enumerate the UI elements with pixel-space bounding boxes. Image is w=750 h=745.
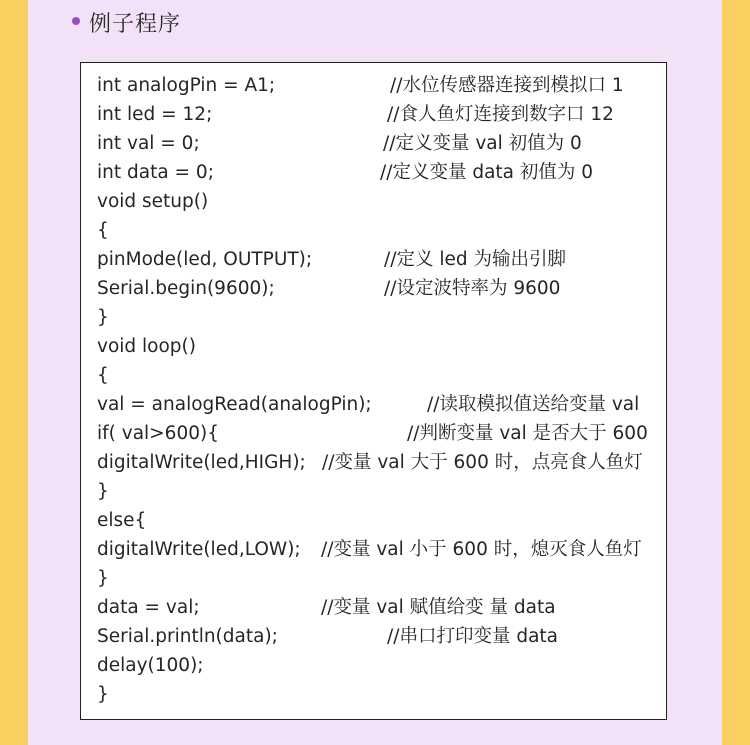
code-statement: }: [97, 307, 109, 328]
bullet-dot-icon: [72, 17, 80, 25]
code-comment: //判断变量 val 是否大于 600: [407, 423, 648, 444]
code-statement: }: [97, 684, 109, 705]
code-statement: int data = 0;: [97, 162, 214, 183]
code-statement: delay(100);: [97, 655, 204, 676]
code-comment: //变量 val 小于 600 时，熄灭食人鱼灯: [321, 539, 642, 560]
code-comment: //定义变量 val 初值为 0: [383, 133, 582, 154]
section-title: 例子程序: [89, 11, 182, 37]
section-heading: [72, 4, 181, 40]
code-statement: int led = 12;: [97, 104, 213, 125]
code-statement: Serial.begin(9600);: [97, 278, 275, 299]
code-statement: pinMode(led, OUTPUT);: [97, 249, 313, 270]
code-statement: val = analogRead(analogPin);: [97, 394, 372, 415]
code-statement: void loop(): [97, 336, 196, 357]
code-statement: int analogPin = A1;: [97, 75, 276, 96]
code-statement: {: [97, 220, 109, 241]
code-comment: //变量 val 大于 600 时，点亮食人鱼灯: [322, 452, 643, 473]
code-statement: digitalWrite(led,HIGH);: [97, 452, 306, 473]
code-block: [80, 62, 667, 720]
code-comment: //定义 led 为输出引脚: [384, 249, 566, 270]
code-comment: //食人鱼灯连接到数字口 12: [387, 104, 614, 125]
code-statement: else{: [97, 510, 147, 531]
code-statement: Serial.println(data);: [97, 626, 278, 647]
code-comment: //定义变量 data 初值为 0: [380, 162, 594, 183]
code-statement: if( val>600){: [97, 423, 219, 444]
code-statement: int val = 0;: [97, 133, 200, 154]
code-statement: digitalWrite(led,LOW);: [97, 539, 301, 560]
code-comment: //串口打印变量 data: [387, 626, 559, 647]
code-statement: }: [97, 481, 109, 502]
code-statement: {: [97, 365, 109, 386]
code-comment: //读取模拟值送给变量 val: [427, 394, 640, 415]
code-comment: //变量 val 赋值给变 量 data: [321, 597, 556, 618]
code-comment: //设定波特率为 9600: [384, 278, 561, 299]
code-statement: }: [97, 568, 109, 589]
code-statement: void setup(): [97, 191, 209, 212]
code-comment: //水位传感器连接到模拟口 1: [390, 75, 624, 96]
code-statement: data = val;: [97, 597, 200, 618]
